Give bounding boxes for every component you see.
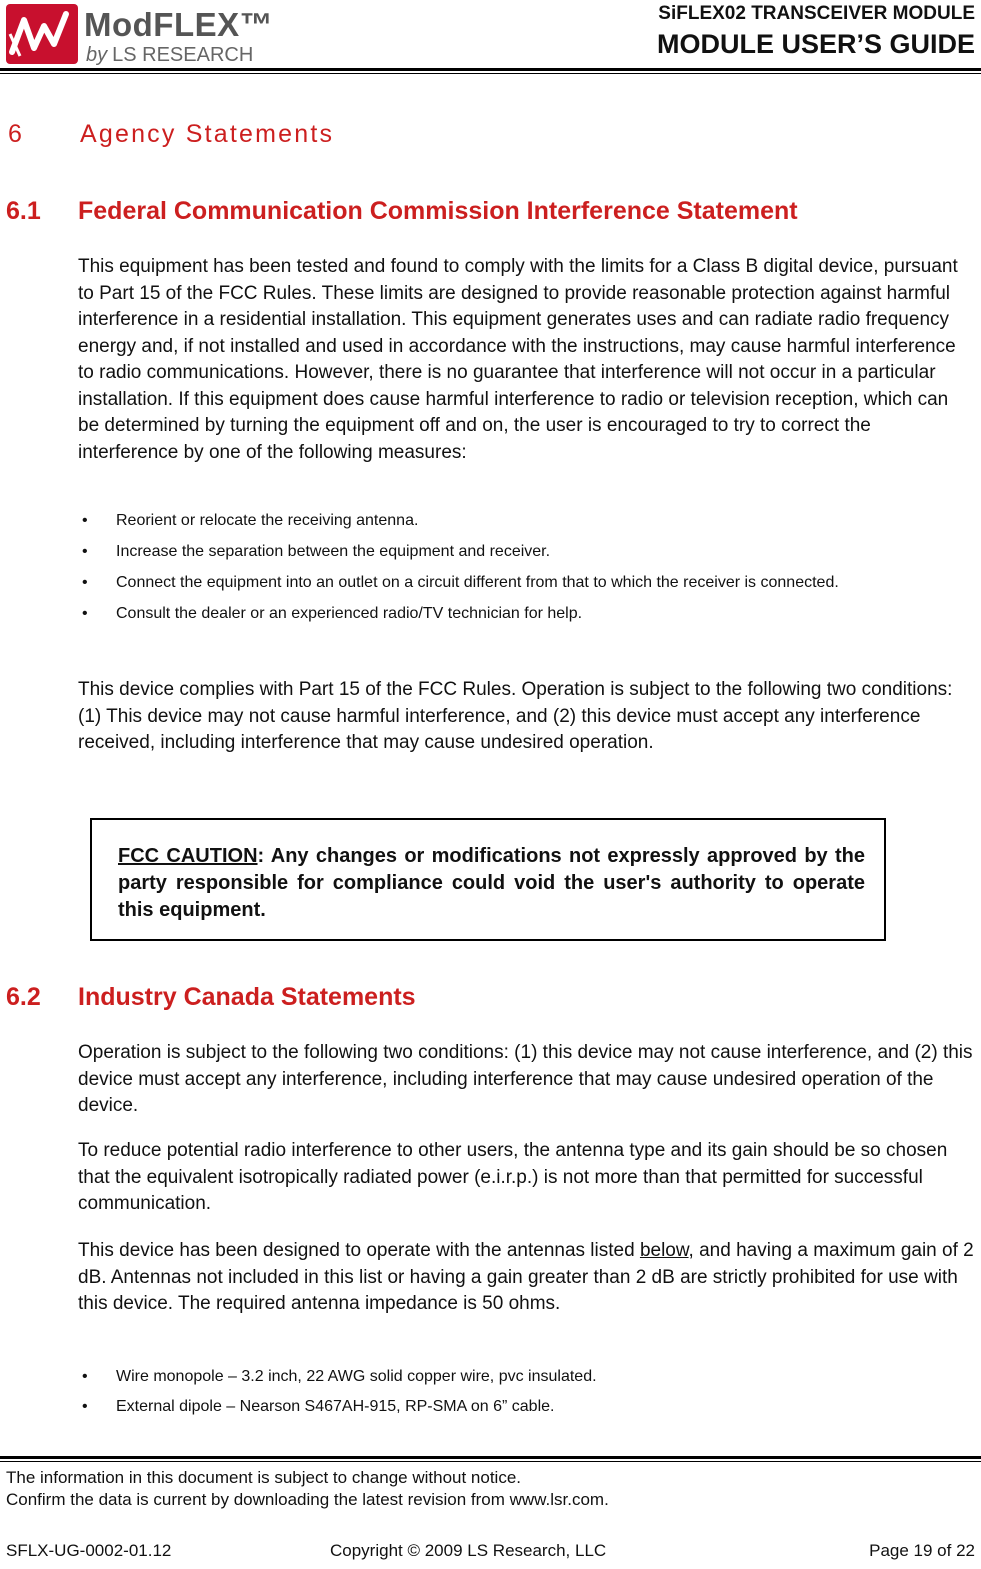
section-6-1-title: Federal Communication Commission Interference Statement [78, 197, 798, 225]
fcc-caution-box [90, 818, 886, 941]
fcc-caution-body: : Any changes or modifications not expressly approved by the party responsible for compliance could void the user's authority to operate this equipment. [118, 845, 865, 921]
bullet-dot-icon: • [82, 574, 88, 591]
section-6-1-number: 6.1 [6, 197, 41, 225]
fcc-measures-list [78, 510, 968, 624]
ic-antenna-paragraph [78, 1238, 974, 1318]
section-6-2-heading [6, 983, 416, 1012]
below-link[interactable]: below [639, 1240, 689, 1261]
footer-page-number: Page 19 of 22 [869, 1541, 975, 1560]
footer-divider-thin [0, 1461, 981, 1462]
fcc-caution-label: FCC CAUTION [118, 845, 258, 867]
document-title-guide: MODULE USER’S GUIDE [656, 29, 975, 59]
list-item-text: Wire monopole – 3.2 inch, 22 AWG solid copper wire, pvc insulated. [116, 1368, 597, 1385]
fcc-interference-paragraph: This equipment has been tested and found to comply with the limits for a Class B digital device, pursuant to Part 15 of the FCC Rules. These limits are designed to provide reasonable protection against harmful interference in a residential installation. This equipment generates uses and can radiate radio frequency energy and, if not installed and used in accordance with the instructions, may cause harmful interference to radio communications. However, there is no guarantee that interference will not occur in a particular installation. If this equipment does cause harmful interference to radio or television reception, which can be determined by turning the equipment off and on, the user is encouraged to try to correct the interference by one of the following measures: [78, 256, 958, 463]
list-item [78, 1366, 968, 1387]
section-6-title: Agency Statements [80, 120, 335, 148]
bullet-dot-icon: • [82, 605, 88, 622]
bullet-dot-icon: • [82, 543, 88, 560]
list-item [78, 510, 968, 531]
bullet-dot-icon: • [82, 512, 88, 529]
header-divider-thin [0, 73, 981, 74]
fcc-caution-text [118, 843, 865, 924]
list-item [78, 1396, 968, 1417]
section-6-2-title: Industry Canada Statements [78, 983, 416, 1011]
ic-antenna-list [78, 1366, 968, 1417]
list-item [78, 541, 968, 562]
list-item-text: Connect the equipment into an outlet on a circuit different from that to which the receiver is connected. [116, 574, 839, 591]
ic-eirp-paragraph: To reduce potential radio interference to other users, the antenna type and its gain should be so chosen that the equivalent isotropically radiated power (e.i.r.p.) is not more than that permitted for successful communication. [78, 1140, 948, 1214]
ic-antenna-text-start: This device has been designed to operate with the antennas listed [78, 1240, 640, 1261]
bullet-dot-icon: • [82, 1368, 88, 1385]
list-item [78, 603, 968, 624]
header-divider-thick [0, 68, 981, 71]
footer-notice [6, 1467, 609, 1511]
section-6-heading [8, 120, 334, 149]
logo-by-text: by [86, 44, 108, 66]
footer-notice-line-2: Confirm the data is current by downloading the latest revision from www.lsr.com. [6, 1490, 609, 1509]
section-6-number: 6 [8, 120, 25, 148]
ic-conditions-paragraph: Operation is subject to the following two conditions: (1) this device may not cause interference, and (2) this device must accept any interference, including interference that may cause undesired operation of the device. [78, 1042, 973, 1116]
footer-divider-thick [0, 1456, 981, 1459]
logo-company [86, 44, 253, 67]
list-item-text: External dipole – Nearson S467AH-915, RP-SMA on 6” cable. [116, 1398, 555, 1415]
list-item-text: Increase the separation between the equipment and receiver. [116, 543, 551, 560]
list-item-text: Consult the dealer or an experienced radio/TV technician for help. [116, 605, 583, 622]
page-header [0, 0, 981, 74]
modflex-logo [6, 4, 286, 66]
document-title-product: SiFLEX02 TRANSCEIVER MODULE [658, 3, 975, 24]
fcc-part15-paragraph: This device complies with Part 15 of the FCC Rules. Operation is subject to the following two conditions: (1) This device may not cause harmful interference, and (2) this device must accept any interference received, including interference that may cause undesired operation. [78, 679, 953, 753]
section-6-2-number: 6.2 [6, 983, 41, 1011]
list-item [78, 572, 968, 593]
ic-antenna-text-end: , and having a maximum gain of 2 dB. Antennas not included in this list or having a gain greater than 2 dB are strictly prohibited for use with this device. The required antenna impedance is 50 ohms. [78, 1240, 974, 1314]
footer-copyright: Copyright © 2009 LS Research, LLC [330, 1541, 607, 1560]
logo-brand-text: ModFLEX™ [84, 6, 274, 43]
ls-research-logo-mark-icon [6, 4, 78, 64]
footer-notice-line-1: The information in this document is subject to change without notice. [6, 1468, 522, 1487]
document-title [657, 3, 975, 61]
footer-doc-id: SFLX-UG-0002-01.12 [6, 1541, 172, 1560]
logo-company-text: LS RESEARCH [112, 44, 254, 66]
section-6-1-heading [6, 197, 798, 226]
bullet-dot-icon: • [82, 1398, 88, 1415]
list-item-text: Reorient or relocate the receiving antenna. [116, 512, 419, 529]
